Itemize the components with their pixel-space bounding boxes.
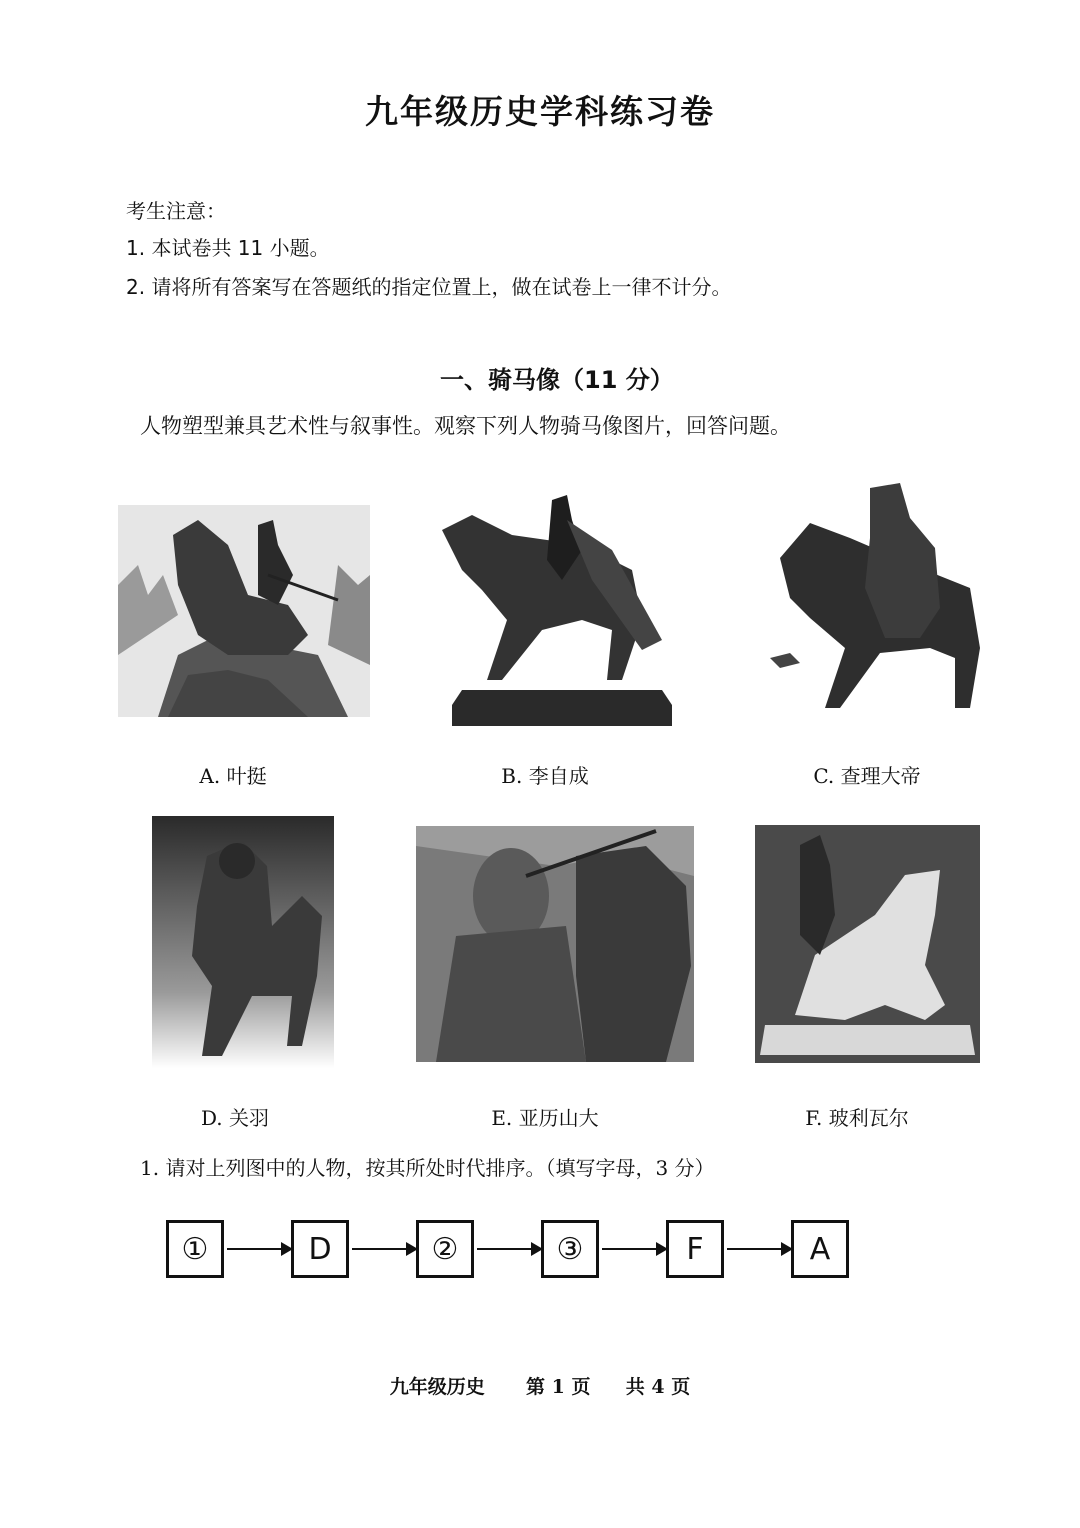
- notice-item-2: 2. 请将所有答案写在答题纸的指定位置上，做在试卷上一律不计分。: [126, 275, 732, 299]
- statue-photo-f: [755, 825, 980, 1063]
- caption-a: A. 叶挺: [199, 764, 267, 788]
- sequence-arrow: [727, 1248, 791, 1250]
- sequence-box-2: D: [291, 1220, 349, 1278]
- question-1: 1. 请对上列图中的人物，按其所处时代排序。（填写字母，3 分）: [140, 1156, 715, 1180]
- sequence-arrow: [227, 1248, 291, 1250]
- statue-photo-e: [416, 826, 694, 1062]
- notice-item-1: 1. 本试卷共 11 小题。: [126, 236, 330, 260]
- sequence-box-4: ③: [541, 1220, 599, 1278]
- sequence-arrow: [352, 1248, 416, 1250]
- footer-subject: 九年级历史: [389, 1376, 485, 1398]
- footer-total: 共 4 页: [625, 1376, 691, 1398]
- statue-photo-a: [118, 505, 370, 717]
- caption-e: E. 亚历山大: [491, 1106, 599, 1130]
- footer-page: 第 1 页: [526, 1376, 591, 1398]
- caption-f: F. 玻利瓦尔: [805, 1106, 909, 1130]
- statue-photo-c: [760, 478, 990, 714]
- sequence-arrow: [602, 1248, 666, 1250]
- caption-c: C. 查理大帝: [813, 764, 921, 788]
- caption-d: D. 关羽: [200, 1106, 270, 1130]
- notice-heading: 考生注意：: [126, 199, 226, 223]
- sequence-box-1: ①: [166, 1220, 224, 1278]
- sequence-arrow: [477, 1248, 541, 1250]
- section-intro: 人物塑型兼具艺术性与叙事性。观察下列人物骑马像图片，回答问题。: [140, 414, 791, 438]
- page-title: 九年级历史学科练习卷: [365, 92, 715, 131]
- sequence-box-6: A: [791, 1220, 849, 1278]
- page-footer: [0, 1372, 1080, 1399]
- section-heading: 一、骑马像（11 分）: [440, 366, 674, 394]
- sequence-box-5: F: [666, 1220, 724, 1278]
- statue-photo-d: [152, 816, 334, 1068]
- sequence-box-3: ②: [416, 1220, 474, 1278]
- caption-b: B. 李自成: [501, 764, 589, 788]
- statue-photo-b: [432, 490, 676, 726]
